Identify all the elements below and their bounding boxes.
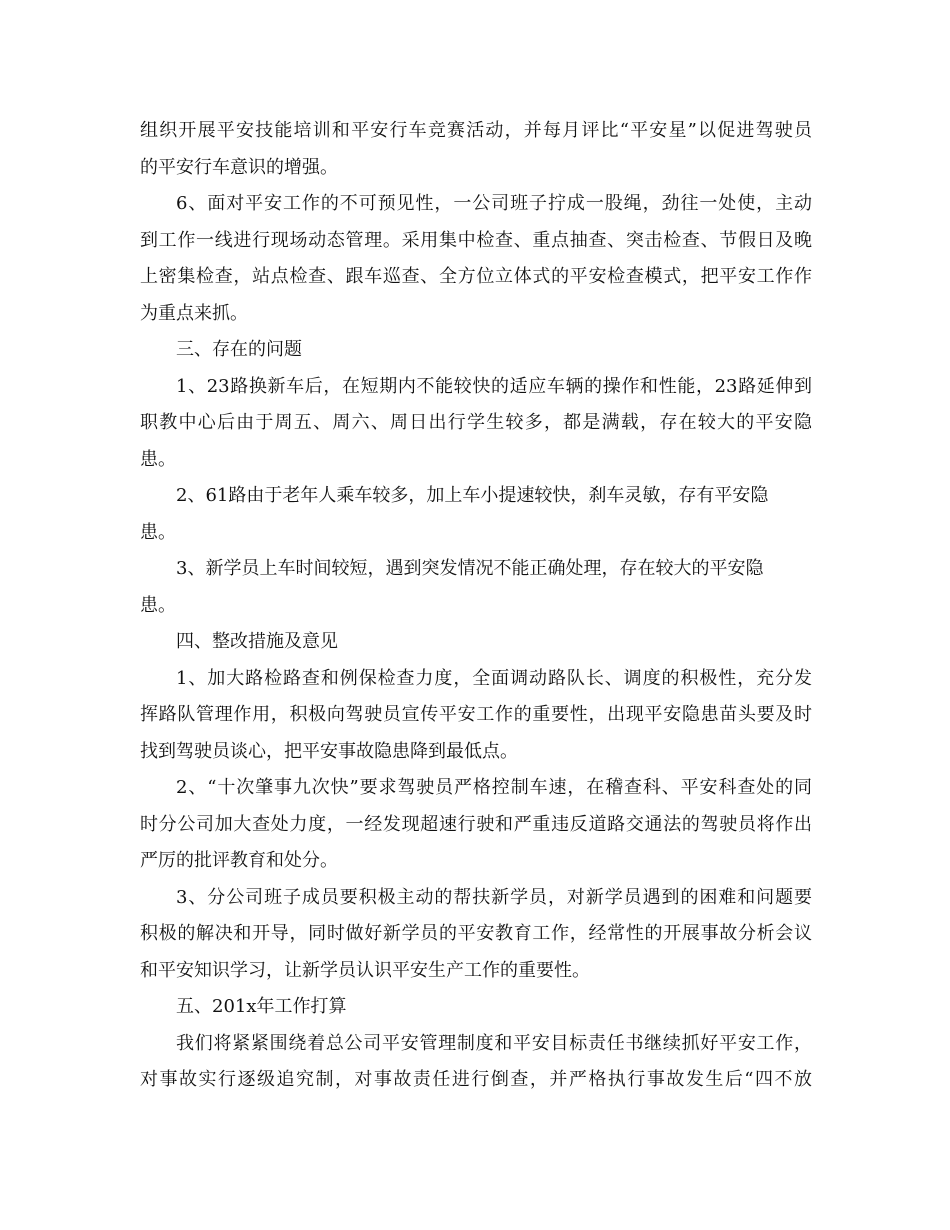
document-body	[140, 113, 812, 1099]
text-line: 上密集检查，站点检查、跟车巡查、全方位立体式的平安检查模式，把平安工作作	[140, 266, 812, 287]
section-heading: 三、存在的问题	[176, 339, 302, 360]
text-line: 患。	[140, 521, 176, 543]
text-line: 3、新学员上车时间较短，遇到突发情况不能正确处理，存在较大的平安隐	[176, 558, 764, 579]
text-line: 1、23路换新车后，在短期内不能较快的适应车辆的操作和性能，23路延伸到	[176, 375, 812, 397]
text-line: 为重点来抓。	[140, 302, 248, 324]
text-line: 3、分公司班子成员要积极主动的帮扶新学员，对新学员遇到的困难和问题要	[176, 886, 812, 908]
text-line: 找到驾驶员谈心，把平安事故隐患降到最低点。	[140, 740, 518, 762]
text-line: 时分公司加大查处力度，一经发现超速行驶和严重违反道路交通法的驾驶员将作出	[140, 813, 812, 835]
text-line: 到工作一线进行现场动态管理。采用集中检查、重点抽查、突击检查、节假日及晚	[140, 229, 812, 251]
text-line: 组织开展平安技能培训和平安行车竞赛活动，并每月评比“平安星”以促进驾驶员	[140, 120, 812, 141]
text-line: 我们将紧紧围绕着总公司平安管理制度和平安目标责任书继续抓好平安工作，	[176, 1032, 812, 1054]
text-line: 1、加大路检路查和例保检查力度，全面调动路队长、调度的积极性，充分发	[176, 667, 812, 689]
text-line: 患。	[140, 448, 176, 470]
text-line: 严厉的批评教育和处分。	[140, 850, 338, 871]
section-heading: 四、整改措施及意见	[176, 631, 338, 652]
text-line: 积极的解决和开导，同时做好新学员的平安教育工作，经常性的开展事故分析会议	[140, 923, 812, 944]
section-heading: 五、201x年工作打算	[176, 996, 347, 1017]
text-line: 2、“十次肇事九次快”要求驾驶员严格控制车速，在稽查科、平安科查处的同	[176, 777, 812, 798]
text-line: 职教中心后由于周五、周六、周日出行学生较多，都是满载，存在较大的平安隐	[140, 412, 812, 433]
text-line: 和平安知识学习，让新学员认识平安生产工作的重要性。	[140, 959, 590, 981]
text-line: 患。	[140, 594, 176, 616]
text-line: 2、61路由于老年人乘车较多，加上车小提速较快，刹车灵敏，存有平安隐	[176, 485, 769, 506]
text-line: 6、面对平安工作的不可预见性，一公司班子拧成一股绳，劲往一处使，主动	[176, 193, 812, 214]
text-line: 的平安行车意识的增强。	[140, 156, 338, 178]
text-line: 挥路队管理作用，积极向驾驶员宣传平安工作的重要性，出现平安隐患苗头要及时	[140, 704, 812, 725]
text-line: 对事故实行逐级追究制，对事故责任进行倒查，并严格执行事故发生后“四不放	[140, 1069, 812, 1090]
